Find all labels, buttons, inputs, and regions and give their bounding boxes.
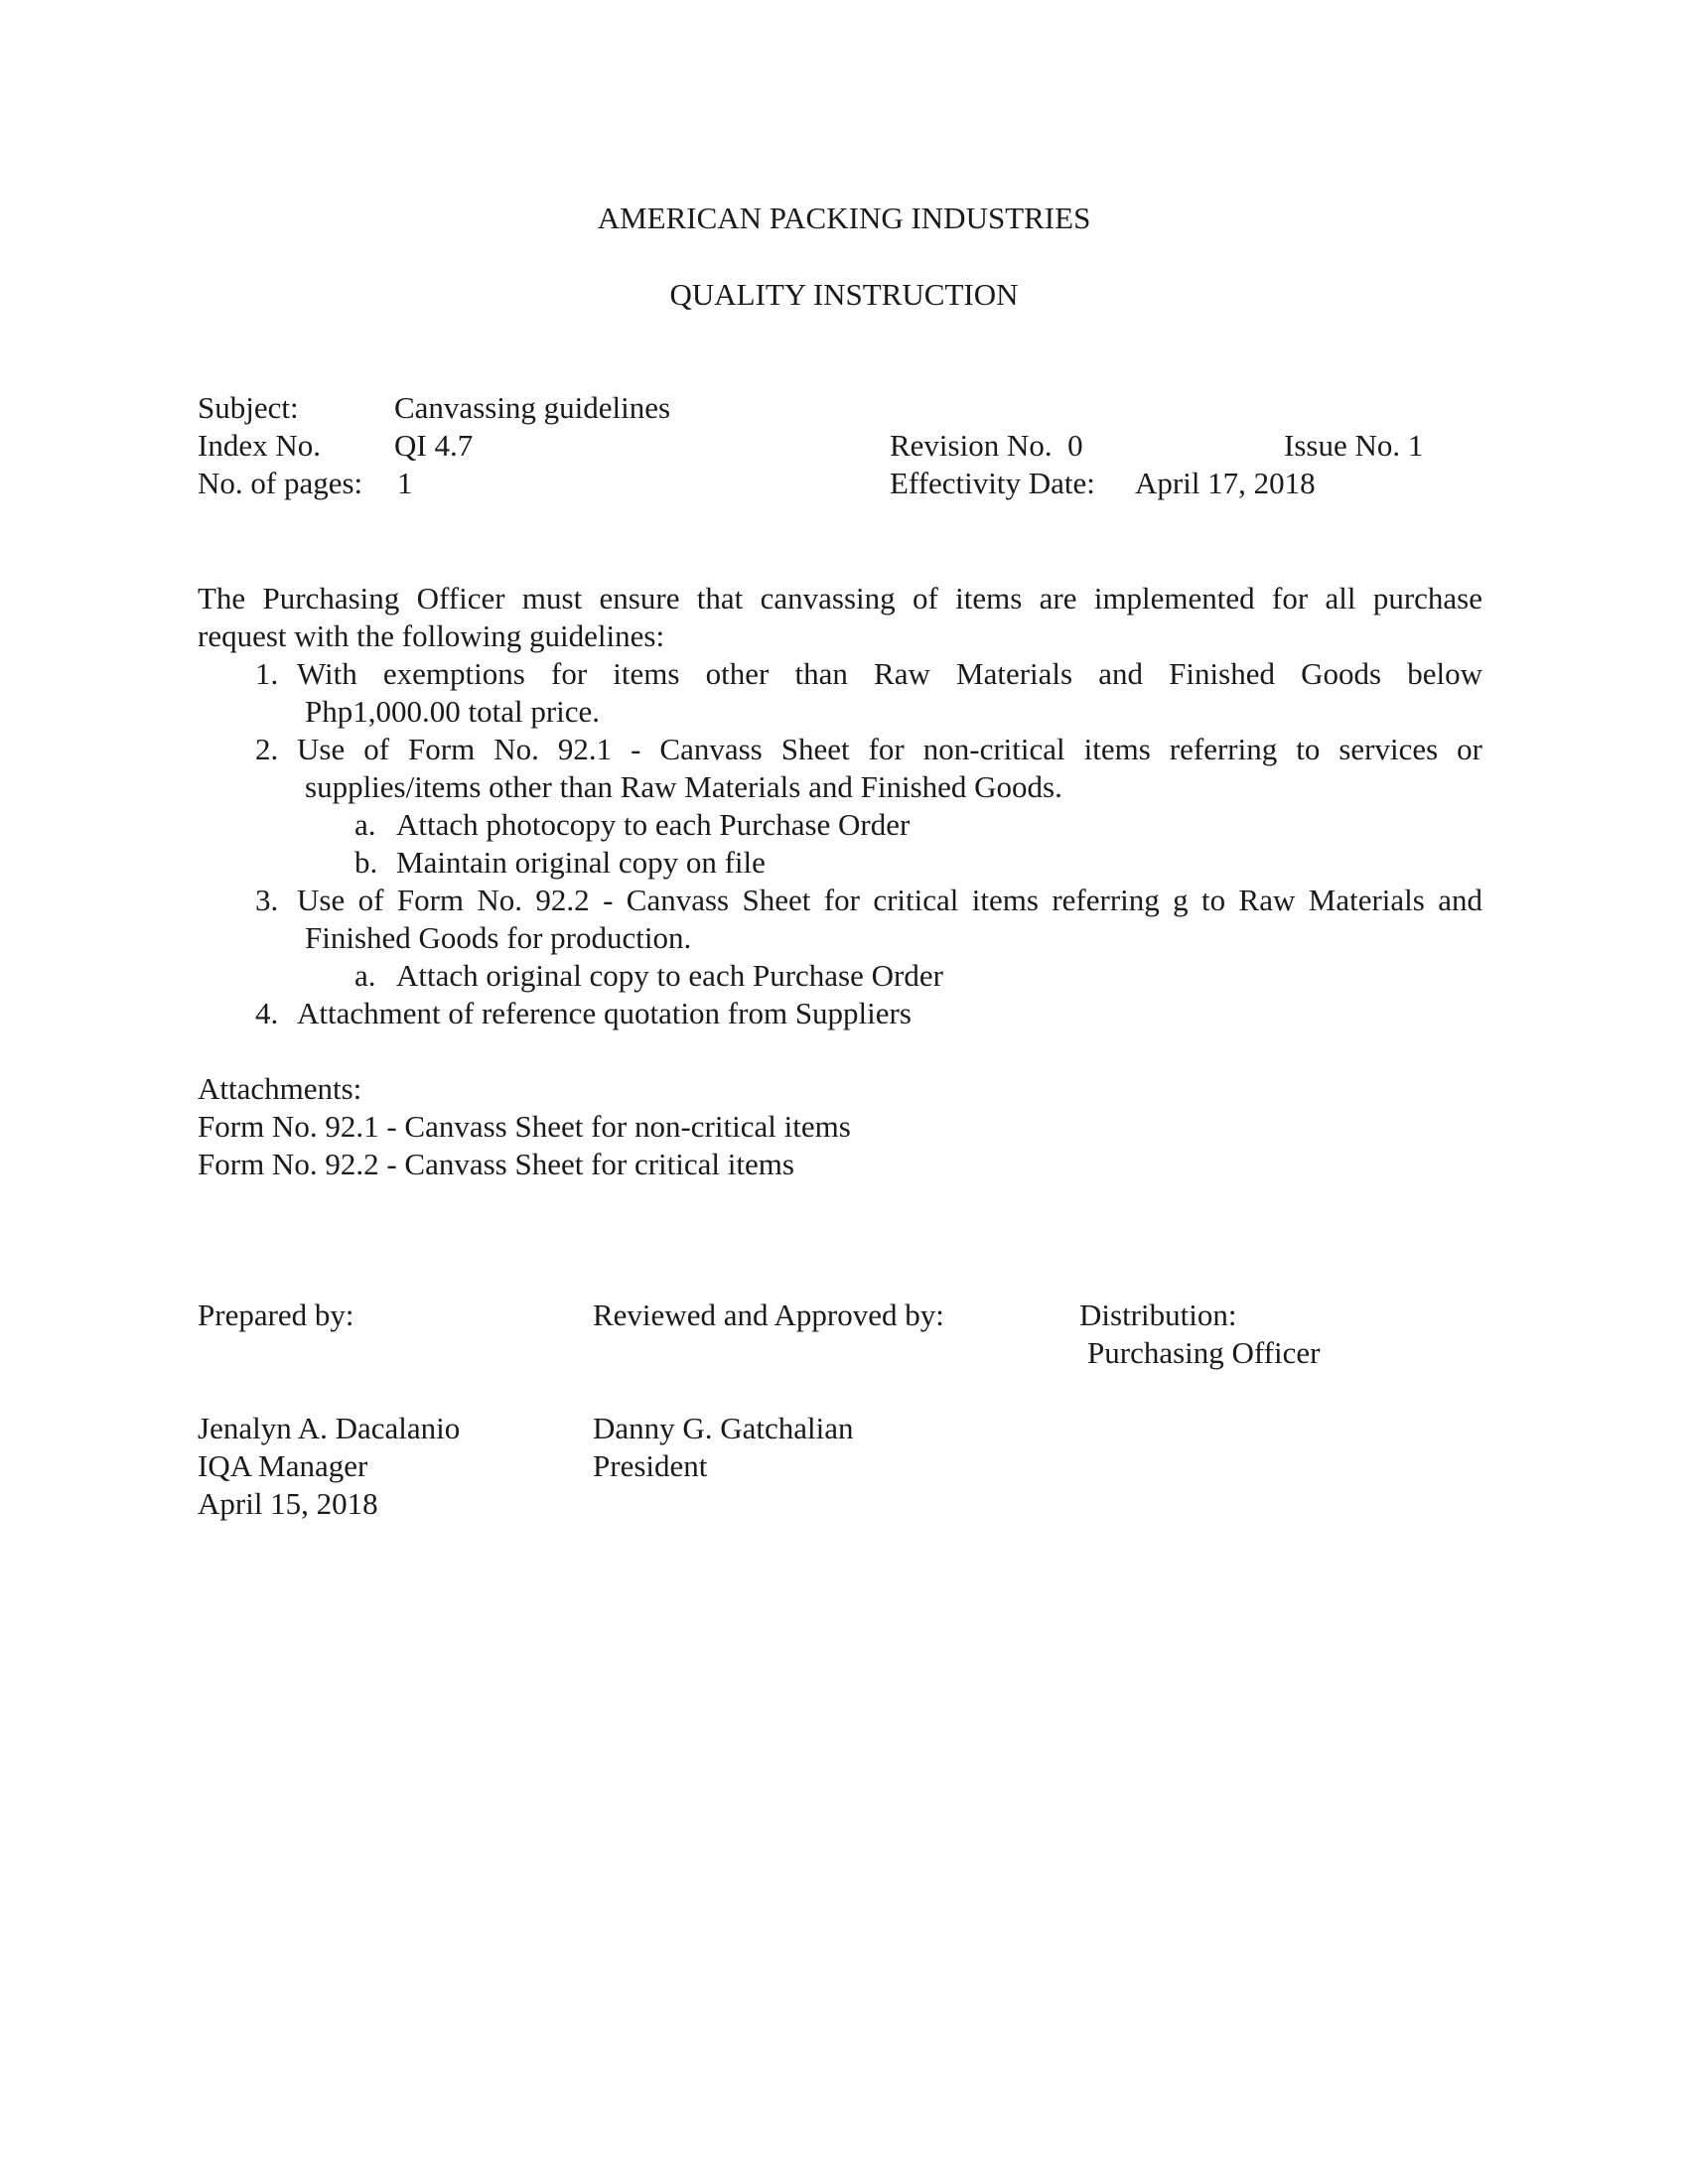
reviewed-by-label: Reviewed and Approved by: (593, 1297, 944, 1332)
distribution-label: Distribution: (1079, 1297, 1237, 1332)
index-value: QI 4.7 (394, 428, 474, 463)
list-item-2-line-1: Use of Form No. 92.1 - Canvass Sheet for non-critical items referring to services or (297, 732, 1482, 766)
approver-title: President (593, 1448, 708, 1483)
list-number-3: 3. (255, 883, 279, 917)
list-number-4: 4. (255, 996, 279, 1030)
preparer-name: Jenalyn A. Dacalanio (198, 1411, 461, 1445)
list-number-2: 2. (255, 732, 279, 766)
list-number-1: 1. (255, 656, 279, 691)
subject-label: Subject: (198, 390, 299, 425)
issue-number: Issue No. 1 (1284, 428, 1424, 463)
sublist-item-3a: Attach original copy to each Purchase Order (396, 958, 943, 993)
pages-label: No. of pages: (198, 466, 363, 500)
sublist-item-2b: Maintain original copy on file (396, 845, 766, 880)
preparer-date: April 15, 2018 (198, 1486, 378, 1521)
document-type: QUALITY INSTRUCTION (669, 277, 1019, 312)
attachment-item-1: Form No. 92.1 - Canvass Sheet for non-critical items (198, 1109, 851, 1144)
sublist-letter-3a: a. (354, 958, 376, 993)
pages-value: 1 (397, 466, 413, 500)
revision-number: Revision No. 0 (890, 428, 1083, 463)
list-item-3-line-1: Use of Form No. 92.2 - Canvass Sheet for critical items referring g to Raw Materials and (297, 883, 1482, 917)
subject-value: Canvassing guidelines (394, 390, 671, 425)
distribution-value: Purchasing Officer (1087, 1335, 1321, 1370)
effectivity-label: Effectivity Date: (890, 466, 1095, 500)
list-item-3-line-2: Finished Goods for production. (305, 920, 692, 955)
list-item-1-line-1: With exemptions for items other than Raw Materials and Finished Goods below (297, 656, 1482, 691)
company-name: AMERICAN PACKING INDUSTRIES (597, 201, 1091, 235)
sublist-item-2a: Attach photocopy to each Purchase Order (396, 807, 911, 842)
list-item-1-line-2: Php1,000.00 total price. (305, 694, 601, 729)
attachments-label: Attachments: (198, 1071, 362, 1106)
intro-line-2: request with the following guidelines: (198, 618, 665, 653)
intro-line-1: The Purchasing Officer must ensure that canvassing of items are implemented for all purchase (198, 581, 1482, 615)
sublist-letter-2b: b. (354, 845, 378, 880)
approver-name: Danny G. Gatchalian (593, 1411, 854, 1445)
list-item-4-line-1: Attachment of reference quotation from Suppliers (297, 996, 912, 1030)
prepared-by-label: Prepared by: (198, 1297, 354, 1332)
sublist-letter-2a: a. (354, 807, 376, 842)
index-label: Index No. (198, 428, 321, 463)
attachment-item-2: Form No. 92.2 - Canvass Sheet for critical items (198, 1147, 794, 1181)
list-item-2-line-2: supplies/items other than Raw Materials and Finished Goods. (305, 769, 1062, 804)
effectivity-value: April 17, 2018 (1135, 466, 1316, 500)
preparer-title: IQA Manager (198, 1448, 368, 1483)
